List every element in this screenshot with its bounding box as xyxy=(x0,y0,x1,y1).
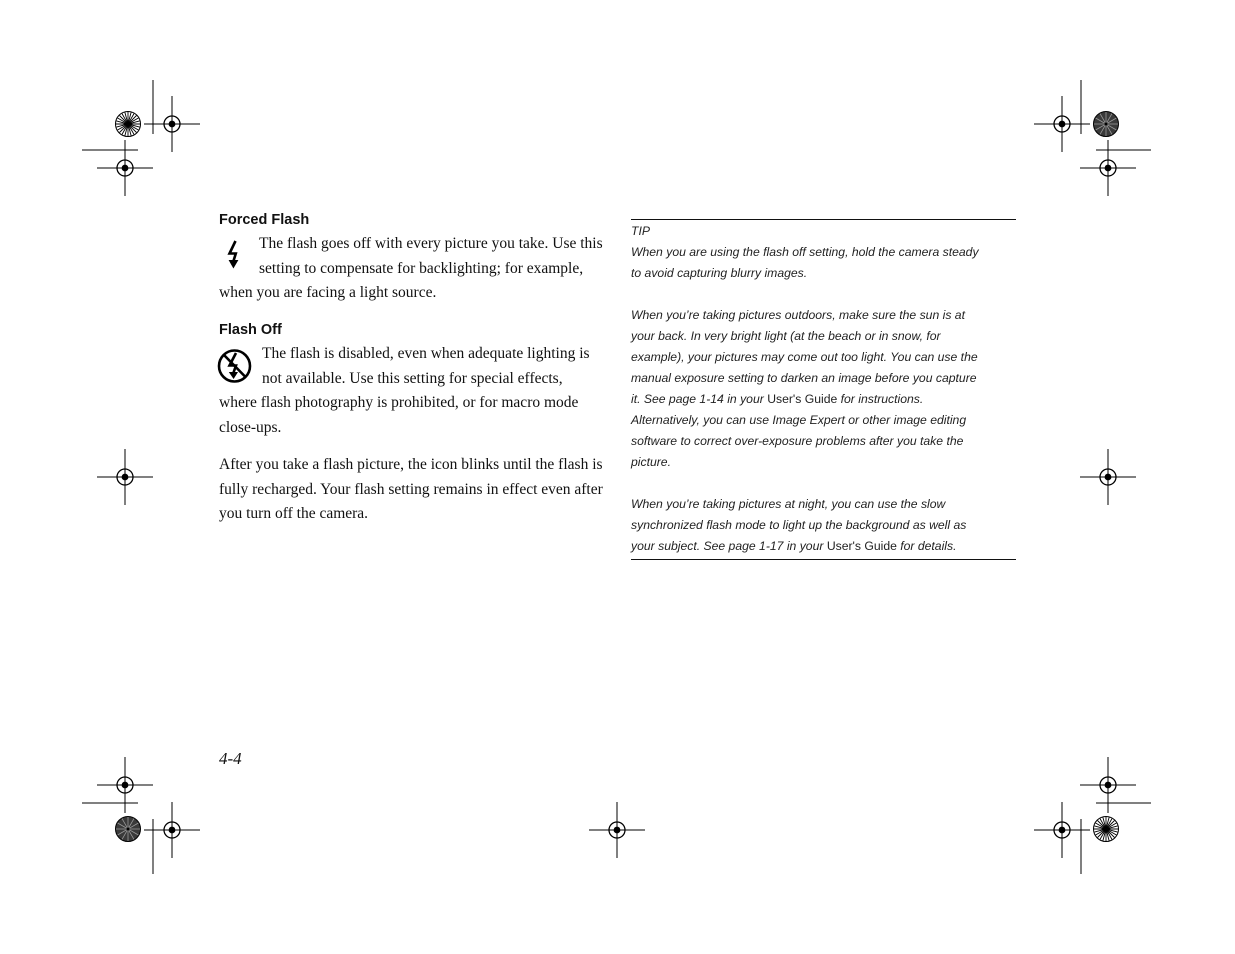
users-guide-reference: User's Guide xyxy=(767,392,838,406)
flash-off-description-cont: where flash photography is prohibited, or for macro mode close-ups. xyxy=(219,394,579,436)
heading-flash-off: Flash Off xyxy=(219,322,282,338)
tip-paragraph-night: When you’re taking pictures at night, you can use the slow synchronized flash mode to light up the background as well as your subject. See page 1-17 in your User's Guide for details. xyxy=(631,497,967,553)
tip-paragraph-outdoors: When you’re taking pictures outdoors, make sure the sun is at your back. In very bright light (at the beach or in snow, for example), your pictures may come out too light. You can use the manual exposure setting to darken an image before you capture it. See page 1-14 in your User's Guide for instructions. Alternatively, you can use Image Expert or other image editing software to correct over-exposure problems after you take the picture. xyxy=(631,308,978,469)
forced-flash-description: The flash goes off with every picture you take. Use this setting to compensate for backlighting; for example, xyxy=(259,235,603,277)
flash-off-description: The flash is disabled, even when adequate lighting is not available. Use this setting for special effects, xyxy=(262,345,590,387)
page-number: 4-4 xyxy=(219,749,242,768)
tip-paragraph-steady: When you are using the flash off setting, hold the camera steady to avoid capturing blurry images. xyxy=(631,245,979,280)
forced-flash-icon xyxy=(226,240,244,270)
flash-off-icon xyxy=(217,347,253,385)
flash-recharge-paragraph: After you take a flash picture, the icon blinks until the flash is fully recharged. Your flash setting remains in effect even after you turn off the camera. xyxy=(219,456,603,522)
tip-box xyxy=(631,219,1016,560)
heading-forced-flash: Forced Flash xyxy=(219,212,310,228)
tip-label: TIP xyxy=(631,224,650,238)
forced-flash-description-cont: when you are facing a light source. xyxy=(219,284,437,301)
users-guide-reference: User's Guide xyxy=(826,539,897,553)
